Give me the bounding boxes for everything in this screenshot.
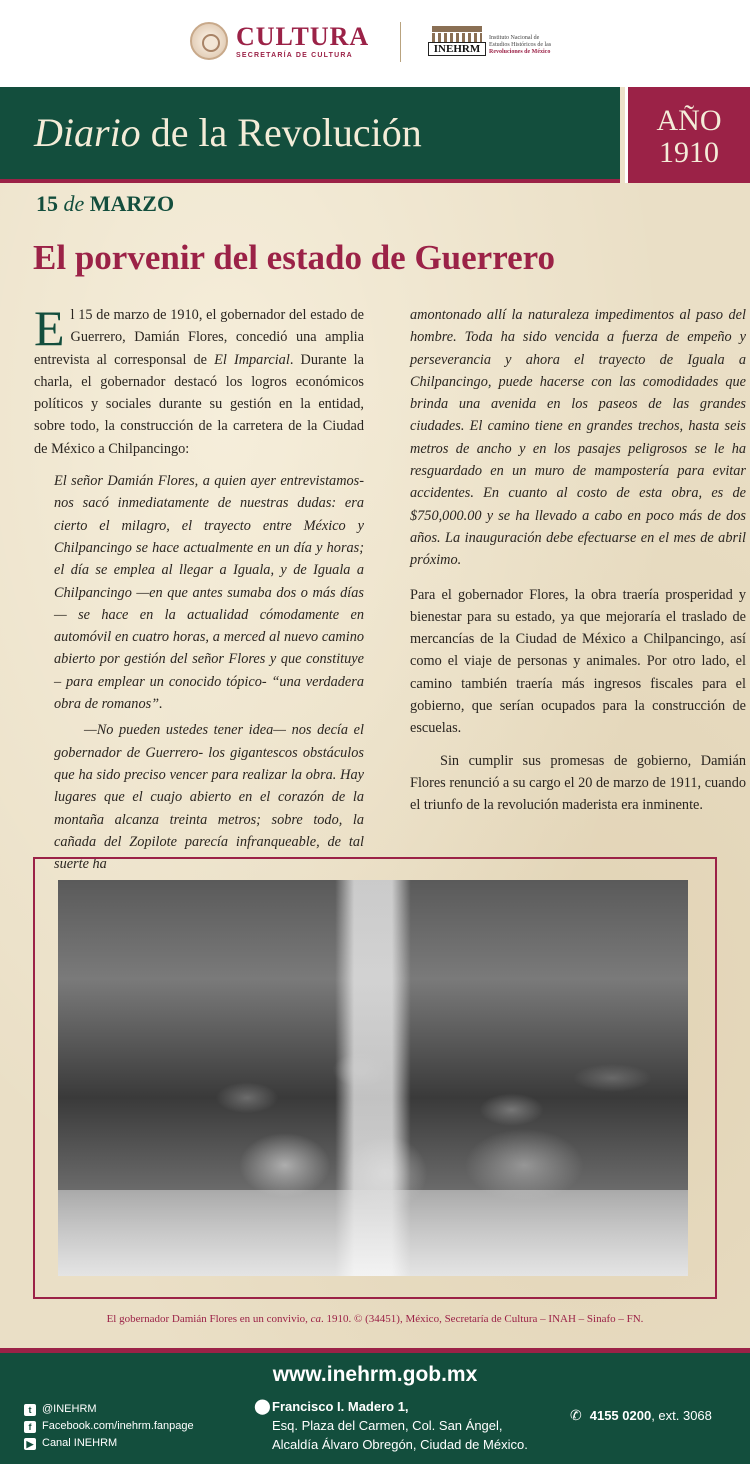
article-paragraph: Para el gobernador Flores, la obra traería prosperidad y bienestar para su estado, ya que mejoraría el traslado de mercancías de la Ciudad de México a Chilpancingo, así como el viaje de personas y animales. Por otro lado, el camino también traería más ingresos fiscales para el gobierno, que serían ocupados para la construcción de escuelas. [410,586,746,737]
youtube-link[interactable]: ▶ Canal INEHRM [24,1435,194,1452]
page-title: Diario de la Revolución [34,110,422,155]
photo-banquet-table [58,1190,688,1276]
date-line: 15 de MARZO [36,191,175,216]
seal-icon [190,22,228,60]
inehrm-description: Instituto Nacional de Estudios Históricos de las Revoluciones de México [489,35,552,55]
photo-caption: El gobernador Damián Flores en un convivio, ca. 1910. © (34451), México, Secretaría de Cultura – INAH – Sinafo – FN. [106,1313,644,1325]
top-header [0,0,750,87]
year-label: AÑO [656,104,722,137]
title-band-accent [0,179,620,183]
footer [0,1353,750,1464]
building-icon [428,26,486,56]
phone-number[interactable]: ✆ 4155 0200 , ext. 3068 [570,1407,712,1423]
youtube-icon: ▶ [24,1438,36,1450]
year-box [625,87,750,183]
article-column-left [34,300,364,879]
cultura-name: CULTURA [236,21,370,51]
inehrm-logo[interactable] [428,26,551,56]
facebook-link[interactable]: f Facebook.com/inehrm.fanpage [24,1418,194,1435]
social-links [24,1401,194,1452]
dropcap: E [34,300,65,356]
facebook-icon: f [24,1421,36,1433]
inehrm-label: INEHRM [428,42,486,56]
cultura-subtitle: SECRETARÍA DE CULTURA [236,51,353,59]
article-paragraph: Sin cumplir sus promesas de gobierno, Damián Flores renunció a su cargo el 20 de marzo de 1911, cuando el triunfo de la revolución maderista era inminente. [410,752,746,814]
address: ⬤ Francisco I. Madero 1, Esq. Plaza del Carmen, Col. San Ángel, Alcaldía Álvaro Obregón, Ciudad de México. [254,1398,528,1452]
article-quote: El señor Damián Flores, a quien ayer entrevistamos-nos sacó inmediatamente de nuestras dudas: era cierto el milagro, el trayecto entre México y Chilpancingo se hace actualmente en un día y horas; el día se emplea al llegar a Iguala, y de Iguala a Chilpancingo —en que antes sumaba dos o más días— se hace en la actualidad cómodamente en automóvil en cuatro horas, a merced al nuevo camino abierto por gestión del señor Flores y que constituye – para emplear un conocido tópico- “una verdadera obra de romanos”. —No pueden ustedes tener idea— nos decía el gobernador de Guerrero- los gigantescos obstáculos que ha sido preciso vencer para realizar la obra. Hay lugares que el cuajo abierto en el corazón de la montaña alcanza treinta metros; sobre todo, la cañada del Zopilote parecía infranqueable, de tal suerte ha [54,473,364,873]
article-column-right [410,304,746,827]
location-pin-icon: ⬤ [254,1398,271,1415]
article-paragraph: El 15 de marzo de 1910, el gobernador del estado de Guerrero, Damián Flores, concedió una amplia entrevista al corresponsal de El Imparcial. Durante la charla, el gobernador destacó los logros económicos políticos y sociales durante su gestión en la entidad, sobre todo, la construcción de la carretera de la Ciudad de México a Chilpancingo: [34,300,364,457]
article-quote-continued: amontonado allí la naturaleza impedimentos al paso del hombre. Toda ha sido vencida a fuerza de empeño y perseverancia y ahora el trayecto de Iguala a Chilpancingo, puede hacerse con las comodidades que brinda una avenida en los paseos de las grandes ciudades. El camino tiene en grandes trechos, hasta seis metros de ancho y en los pasajes peligrosos se le ha resguardado en un muro de mampostería para evitar accidentes. En cuanto al costo de esta obra, es de $750,000.00 y se ha llevado a cabo en poco más de dos años. La inauguración debe efectuarse en el mes de abril próximo. [410,307,746,569]
header-divider [400,22,401,62]
headline: El porvenir del estado de Guerrero [33,238,556,277]
website-link[interactable]: www.inehrm.gob.mx [272,1363,478,1386]
cultura-logo[interactable] [190,22,369,60]
year-value: 1910 [659,136,719,169]
twitter-link[interactable]: t @INEHRM [24,1401,194,1418]
phone-icon: ✆ [570,1407,582,1423]
twitter-icon: t [24,1404,36,1416]
